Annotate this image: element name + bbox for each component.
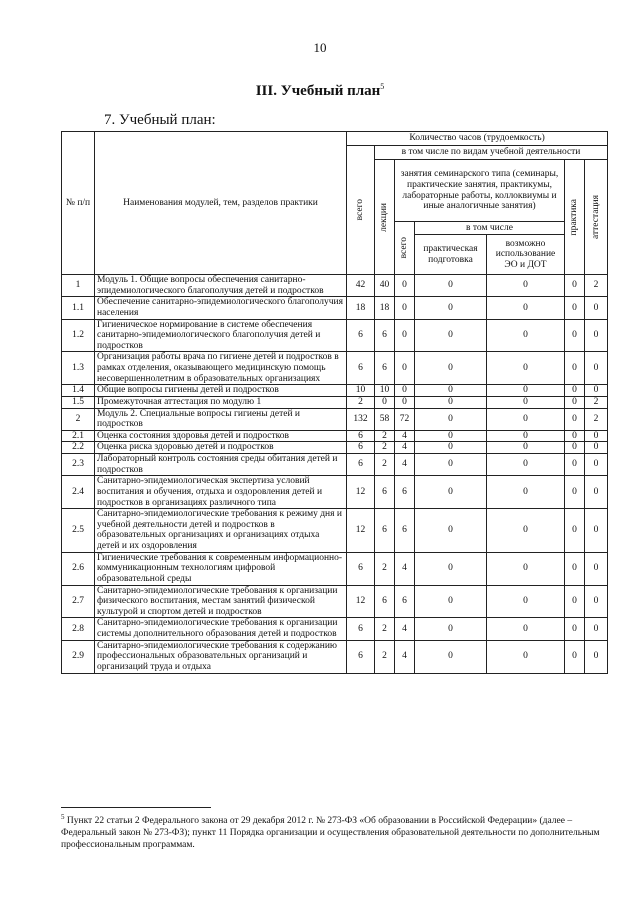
row-practice: 0 [565,454,585,476]
module-row [62,275,608,297]
header-incl: в том числе [415,222,565,235]
row-practical-prep: 0 [415,509,487,553]
row-name: Санитарно-эпидемиологические требования к организации системы дополнительного образования детей и подростков [95,618,347,640]
footnote [61,813,611,852]
row-eo-dot: 0 [487,275,565,297]
row-seminar: 4 [395,618,415,640]
table-row [62,385,608,397]
row-num: 2.9 [62,640,95,673]
row-eo-dot: 0 [487,454,565,476]
footnote-text: Пункт 22 статьи 2 Федерального закона от 29 декабря 2012 г. № 273-ФЗ «Об образовании в Российской Федерации» (далее – Федеральный закон № 273-ФЗ); пункт 11 Порядка организации и осуществления образовательной деятельности по дополнительным профессиональным программам. [61,816,600,850]
row-seminar: 0 [395,275,415,297]
row-attestation: 0 [585,640,608,673]
row-attestation: 0 [585,585,608,618]
row-practical-prep: 0 [415,352,487,385]
row-practical-prep: 0 [415,396,487,408]
section-title [0,82,640,100]
row-num: 2.7 [62,585,95,618]
table-row [62,297,608,319]
row-attestation: 0 [585,297,608,319]
row-attestation: 0 [585,319,608,352]
row-eo-dot: 0 [487,352,565,385]
row-name: Общие вопросы гигиены детей и подростков [95,385,347,397]
row-num: 2.1 [62,430,95,442]
table-row [62,352,608,385]
table-row [62,552,608,585]
row-eo-dot: 0 [487,552,565,585]
row-practice: 0 [565,585,585,618]
row-attestation: 0 [585,476,608,509]
row-seminar: 6 [395,585,415,618]
row-lectures: 2 [375,618,395,640]
row-practical-prep: 0 [415,552,487,585]
row-practice: 0 [565,352,585,385]
row-seminar: 0 [395,319,415,352]
row-name: Санитарно-эпидемиологическая экспертиза условий воспитания и обучения, отдыха и оздоровления детей и подростков в организациях различного типа [95,476,347,509]
row-seminar: 4 [395,430,415,442]
row-name: Промежуточная аттестация по модулю 1 [95,396,347,408]
row-lectures: 0 [375,396,395,408]
row-practice: 0 [565,319,585,352]
row-attestation: 0 [585,509,608,553]
row-lectures: 10 [375,385,395,397]
row-name: Модуль 1. Общие вопросы обеспечения санитарно-эпидемиологического благополучия детей и подростков [95,275,347,297]
table-body [62,275,608,674]
row-seminar: 6 [395,476,415,509]
row-practical-prep: 0 [415,476,487,509]
row-total: 6 [347,640,375,673]
row-eo-dot: 0 [487,385,565,397]
header-num: № п/п [62,132,95,275]
row-attestation: 0 [585,552,608,585]
row-practice: 0 [565,552,585,585]
footnote-number: 5 [61,813,65,821]
header-lectures-text: лекции [379,202,390,232]
row-seminar: 0 [395,352,415,385]
row-lectures: 2 [375,640,395,673]
row-attestation: 0 [585,352,608,385]
row-practice: 0 [565,476,585,509]
section-title-text: III. Учебный план [255,83,381,99]
row-total: 12 [347,476,375,509]
row-attestation: 0 [585,618,608,640]
header-practice-text: практика [569,198,580,236]
row-lectures: 6 [375,352,395,385]
header-practice [565,160,585,275]
table-row [62,640,608,673]
row-seminar: 0 [395,385,415,397]
row-eo-dot: 0 [487,585,565,618]
row-attestation: 0 [585,454,608,476]
row-practice: 0 [565,408,585,430]
row-num: 2.3 [62,454,95,476]
row-seminar: 0 [395,396,415,408]
row-total: 132 [347,408,375,430]
row-eo-dot: 0 [487,442,565,454]
row-practical-prep: 0 [415,385,487,397]
header-name: Наименования модулей, тем, разделов практики [95,132,347,275]
row-practical-prep: 0 [415,430,487,442]
row-num: 1.1 [62,297,95,319]
row-practical-prep: 0 [415,640,487,673]
subtitle: 7. Учебный план: [104,112,216,128]
row-name: Лабораторный контроль состояния среды обитания детей и подростков [95,454,347,476]
table-row [62,476,608,509]
header-eo-dot: возможно использование ЭО и ДОТ [487,235,565,275]
row-practical-prep: 0 [415,275,487,297]
footnote-mark: 5 [380,82,385,91]
row-attestation: 2 [585,396,608,408]
header-seminar: занятия семинарского типа (семинары, практические занятия, практикумы, лабораторные работы, коллоквиумы и иные аналогичные занятия) [395,160,565,222]
header-attestation-text: аттестация [590,195,601,239]
row-num: 1.5 [62,396,95,408]
row-total: 18 [347,297,375,319]
table-row [62,618,608,640]
table-row [62,509,608,553]
row-practice: 0 [565,640,585,673]
row-total: 10 [347,385,375,397]
row-lectures: 6 [375,509,395,553]
row-name: Гигиенические требования к современным информационно-коммуникационным технологиям цифровой образовательной среды [95,552,347,585]
row-name: Санитарно-эпидемиологические требования к режиму дня и учебной деятельности детей и подростков в образовательных организациях и организациях отдыха детей и их оздоровления [95,509,347,553]
row-practical-prep: 0 [415,442,487,454]
row-eo-dot: 0 [487,618,565,640]
row-lectures: 2 [375,552,395,585]
row-practice: 0 [565,509,585,553]
row-total: 6 [347,430,375,442]
page-number: 10 [313,40,327,55]
row-practical-prep: 0 [415,454,487,476]
row-total: 2 [347,396,375,408]
row-num: 2.4 [62,476,95,509]
row-name: Гигиеническое нормирование в системе обеспечения санитарно-эпидемиологического благополучия детей и подростков [95,319,347,352]
row-name: Модуль 2. Специальные вопросы гигиены детей и подростков [95,408,347,430]
row-name: Санитарно-эпидемиологические требования к организации физического воспитания, местам занятий физической культурой и спортом детей и подростков [95,585,347,618]
row-num: 1.3 [62,352,95,385]
row-total: 12 [347,585,375,618]
header-by-type: в том числе по видам учебной деятельности [375,146,608,160]
row-practice: 0 [565,618,585,640]
row-practice: 0 [565,275,585,297]
row-practice: 0 [565,297,585,319]
row-practical-prep: 0 [415,319,487,352]
row-total: 6 [347,552,375,585]
row-lectures: 6 [375,585,395,618]
row-practical-prep: 0 [415,408,487,430]
row-total: 12 [347,509,375,553]
table-row [62,430,608,442]
row-lectures: 2 [375,454,395,476]
row-practical-prep: 0 [415,585,487,618]
table-row [62,319,608,352]
table-row [62,585,608,618]
row-eo-dot: 0 [487,396,565,408]
table-row [62,454,608,476]
row-attestation: 2 [585,408,608,430]
row-total: 6 [347,442,375,454]
row-name: Обеспечение санитарно-эпидемиологического благополучия населения [95,297,347,319]
header-total [347,146,375,275]
module-row [62,408,608,430]
header-lectures [375,160,395,275]
row-num: 1.4 [62,385,95,397]
row-attestation: 0 [585,430,608,442]
header-seminar-total-text: всего [399,237,410,259]
row-practical-prep: 0 [415,618,487,640]
row-seminar: 0 [395,297,415,319]
row-eo-dot: 0 [487,430,565,442]
row-eo-dot: 0 [487,640,565,673]
row-eo-dot: 0 [487,297,565,319]
row-eo-dot: 0 [487,319,565,352]
row-eo-dot: 0 [487,476,565,509]
row-lectures: 6 [375,319,395,352]
row-name: Санитарно-эпидемиологические требования к содержанию профессиональных образовательных организаций и организаций труда и отдыха [95,640,347,673]
row-practice: 0 [565,385,585,397]
row-total: 6 [347,352,375,385]
row-attestation: 0 [585,385,608,397]
row-total: 6 [347,454,375,476]
row-attestation: 2 [585,275,608,297]
row-practice: 0 [565,396,585,408]
row-num: 1.2 [62,319,95,352]
footnote-divider [61,807,211,808]
row-name: Оценка риска здоровью детей и подростков [95,442,347,454]
row-name: Оценка состояния здоровья детей и подростков [95,430,347,442]
row-seminar: 6 [395,509,415,553]
row-lectures: 40 [375,275,395,297]
row-name: Организация работы врача по гигиене детей и подростков в рамках отделения, оказывающего медицинскую помощь несовершеннолетним в образовательных организациях [95,352,347,385]
row-total: 6 [347,618,375,640]
row-num: 2.5 [62,509,95,553]
row-num: 2.2 [62,442,95,454]
row-practice: 0 [565,430,585,442]
row-num: 1 [62,275,95,297]
header-attestation [585,160,608,275]
row-lectures: 58 [375,408,395,430]
header-practical-prep: практическая подготовка [415,235,487,275]
row-eo-dot: 0 [487,408,565,430]
table-header [62,132,608,275]
table-row [62,396,608,408]
row-seminar: 4 [395,442,415,454]
row-lectures: 18 [375,297,395,319]
row-seminar: 4 [395,454,415,476]
row-eo-dot: 0 [487,509,565,553]
row-practical-prep: 0 [415,297,487,319]
row-num: 2 [62,408,95,430]
row-num: 2.8 [62,618,95,640]
row-seminar: 4 [395,640,415,673]
header-total-text: всего [355,199,366,221]
row-attestation: 0 [585,442,608,454]
row-seminar: 4 [395,552,415,585]
curriculum-table [61,131,608,674]
row-total: 6 [347,319,375,352]
row-lectures: 6 [375,476,395,509]
header-hours: Количество часов (трудоемкость) [347,132,608,146]
row-total: 42 [347,275,375,297]
row-lectures: 2 [375,442,395,454]
header-seminar-total [395,222,415,275]
row-lectures: 2 [375,430,395,442]
row-seminar: 72 [395,408,415,430]
table-row [62,442,608,454]
row-num: 2.6 [62,552,95,585]
row-practice: 0 [565,442,585,454]
